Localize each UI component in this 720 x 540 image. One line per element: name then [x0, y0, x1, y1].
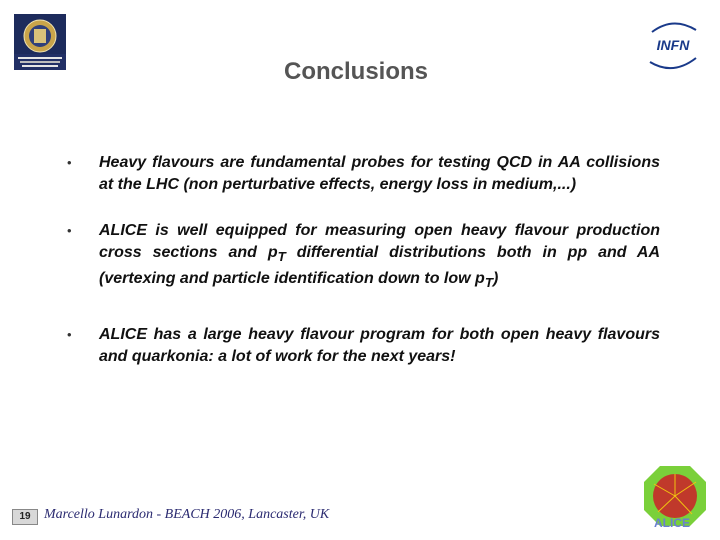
bullet-dot-icon: •	[67, 327, 72, 343]
bullet-text: ALICE has a large heavy flavour program for both open heavy flavours and quarkonia: a lot of work for the next years!	[99, 326, 660, 366]
page-number: 19	[12, 509, 38, 525]
bullet-item	[62, 220, 660, 294]
bullet-list	[62, 152, 660, 368]
bullet-item	[62, 324, 660, 368]
bullet-text: Heavy flavours are fundamental probes for testing QCD in AA collisions at the LHC (non perturbative effects, energy loss in medium,...)	[99, 154, 660, 193]
svg-text:INFN: INFN	[656, 37, 690, 53]
footer-text: Marcello Lunardon - BEACH 2006, Lancaster, UK	[44, 507, 330, 522]
bullet-text: ALICE is well equipped for measuring open heavy flavour production cross sections and $p_T$ differential distributions both in pp and AA (vertexing and particle identification down to low $p_T$)	[99, 222, 660, 291]
alice-logo	[640, 464, 710, 530]
bullet-item	[62, 152, 660, 196]
bullet-dot-icon: •	[67, 223, 72, 238]
alice-logo-label: ALICE	[654, 516, 690, 530]
bullet-dot-icon: •	[67, 155, 72, 170]
slide-title: Conclusions	[283, 58, 428, 85]
